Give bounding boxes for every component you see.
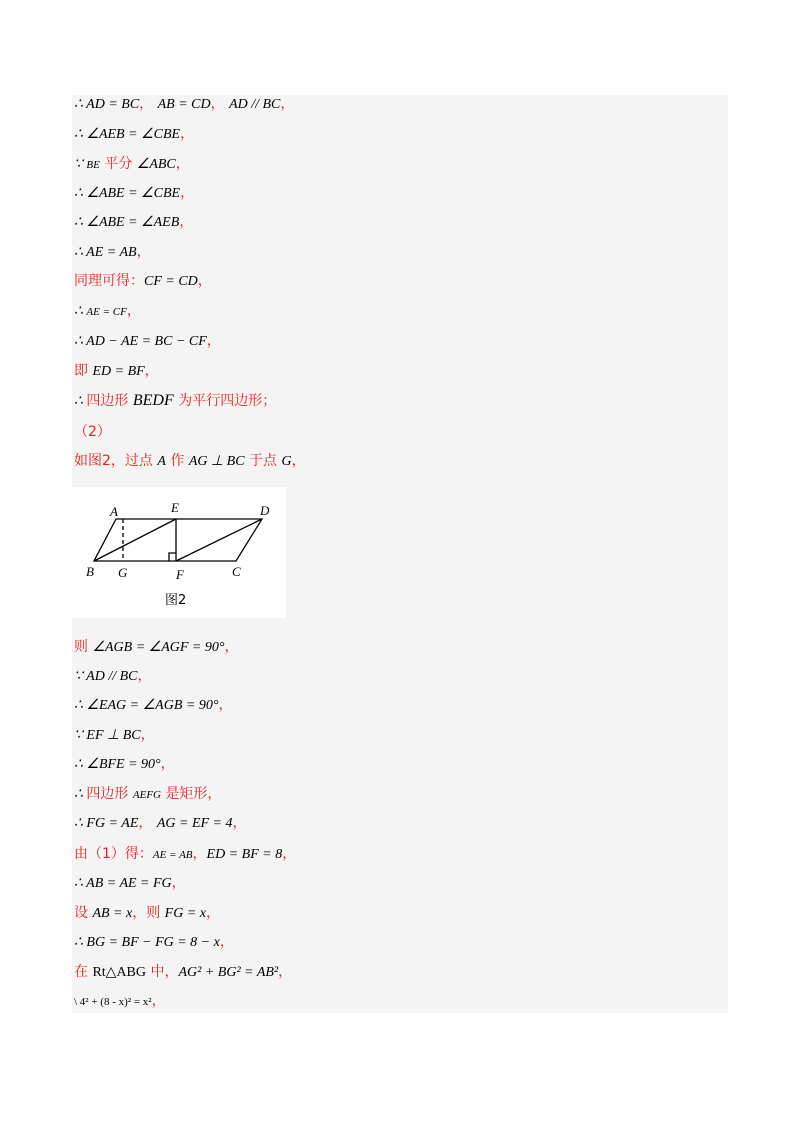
math: AG ⊥ BC xyxy=(188,454,245,469)
math: AG² + BG² = AB² xyxy=(178,965,279,980)
math: BEDF xyxy=(132,392,174,409)
proof-line-6 xyxy=(74,238,151,266)
text: 平分 xyxy=(99,156,137,172)
math: ∵ EF ⊥ BC xyxy=(74,728,141,743)
proof-line-10 xyxy=(74,357,159,385)
proof-line-11 xyxy=(74,387,276,415)
comma: ， xyxy=(218,697,233,713)
proof-line-20 xyxy=(74,840,296,868)
proof-line-18 xyxy=(74,780,221,808)
proof-line-12 xyxy=(74,447,306,475)
proof-line-24 xyxy=(74,958,292,986)
comma: ， xyxy=(137,668,152,684)
comma: ， xyxy=(192,846,207,862)
math: ∴ FG = AE xyxy=(74,816,139,831)
comma: ， xyxy=(219,934,234,950)
comma: ， xyxy=(144,363,159,379)
math: ED = BF xyxy=(92,364,145,379)
math: AB = CD xyxy=(157,97,211,112)
text: 即 xyxy=(74,363,93,379)
comma: ， xyxy=(126,303,141,319)
text: 中， xyxy=(146,964,179,980)
math: ∴ ∠AEB = ∠CBE xyxy=(74,127,181,142)
math: ∴ BG = BF − FG = 8 − x xyxy=(74,935,220,950)
comma: ， xyxy=(160,756,175,772)
comma: ， xyxy=(140,727,155,743)
part-2-label xyxy=(74,418,111,446)
label-a: A xyxy=(110,504,118,519)
text: 作 xyxy=(165,453,189,469)
text: 设 xyxy=(74,905,93,921)
therefore-symbol: ∴ xyxy=(74,394,87,409)
math: AB = x xyxy=(92,906,133,921)
comma: ， xyxy=(282,846,297,862)
math: AE = AB xyxy=(152,849,193,861)
proof-line-21 xyxy=(74,869,186,897)
because-symbol: ∵ xyxy=(74,157,87,172)
proof-line-16 xyxy=(74,721,155,749)
math: ∴ ∠ABE = ∠AEB xyxy=(74,215,180,230)
figure-caption: 图2 xyxy=(165,593,187,608)
comma: ， xyxy=(291,453,306,469)
comma: ， xyxy=(175,156,190,172)
comma: ， xyxy=(136,244,151,260)
text: 四边形 xyxy=(86,786,133,802)
math: ∴ AD − AE = BC − CF xyxy=(74,334,207,349)
math: CF = CD xyxy=(144,274,198,289)
text: 为平行四边形； xyxy=(173,393,277,409)
comma: ， xyxy=(138,815,153,831)
label-d: D xyxy=(260,503,270,518)
math: FG = x xyxy=(164,906,206,921)
math: AE = CF xyxy=(86,306,127,318)
comma: ， xyxy=(180,185,195,201)
text: 是矩形， xyxy=(160,786,222,802)
comma: ， xyxy=(171,875,186,891)
text: （2） xyxy=(74,424,111,440)
proof-line-8 xyxy=(74,297,141,325)
math: ∠ABC xyxy=(136,157,176,172)
segment-be xyxy=(94,519,176,561)
comma: ， xyxy=(210,96,225,112)
math: ∴ ∠BFE = 90° xyxy=(74,757,161,772)
therefore-symbol: ∴ xyxy=(74,787,87,802)
math: ∴ AB = AE = FG xyxy=(74,876,172,891)
label-f: F xyxy=(176,567,184,582)
comma: ， xyxy=(179,214,194,230)
comma: ， xyxy=(278,964,293,980)
comma: ， xyxy=(280,96,295,112)
text: 在 xyxy=(74,964,93,980)
therefore-symbol: ∴ xyxy=(74,304,87,319)
math: BE xyxy=(86,159,100,171)
parallelogram-diagram xyxy=(72,487,286,618)
proof-line-13 xyxy=(74,633,238,661)
math: AG = EF = 4 xyxy=(156,816,233,831)
proof-line-1 xyxy=(74,90,294,118)
comma: ， xyxy=(197,273,212,289)
proof-line-17 xyxy=(74,750,175,778)
proof-line-2 xyxy=(74,120,194,148)
text: ，则 xyxy=(132,905,165,921)
math: AEFG xyxy=(132,789,161,801)
math: A xyxy=(157,454,166,469)
text: 四边形 xyxy=(86,393,133,409)
comma: ， xyxy=(232,815,247,831)
proof-line-4 xyxy=(74,179,194,207)
text: 同理可得： xyxy=(74,273,144,289)
comma: ， xyxy=(180,126,195,142)
comma: ， xyxy=(151,993,166,1009)
math: \ 4² + (8 - x)² = x² xyxy=(74,996,152,1008)
proof-line-19 xyxy=(74,809,247,837)
math: AD // BC xyxy=(229,97,281,112)
comma: ， xyxy=(206,333,221,349)
proof-line-15 xyxy=(74,691,232,719)
text: 如图2，过点 xyxy=(74,453,158,469)
text: 于点 xyxy=(244,453,282,469)
math: ∴ AE = AB xyxy=(74,245,137,260)
proof-line-5 xyxy=(74,208,193,236)
proof-line-22 xyxy=(74,899,220,927)
math: ED = BF = 8 xyxy=(206,847,283,862)
proof-line-25 xyxy=(74,987,166,1015)
text: 则 xyxy=(74,639,93,655)
comma: ， xyxy=(139,96,154,112)
label-b: B xyxy=(86,564,94,579)
math: ∵ AD // BC xyxy=(74,669,138,684)
proof-line-7 xyxy=(74,267,212,295)
math: ∠AGB = ∠AGF = 90° xyxy=(92,640,225,655)
proof-line-9 xyxy=(74,327,221,355)
label-e: E xyxy=(171,500,179,515)
text: 由（1）得： xyxy=(74,846,153,862)
proof-line-23 xyxy=(74,928,234,956)
comma: ， xyxy=(206,905,220,921)
math: G xyxy=(281,454,292,469)
math: ∴ AD = BC xyxy=(74,97,140,112)
math: Rt△ABG xyxy=(92,965,147,980)
label-c: C xyxy=(232,564,241,579)
math: ∴ ∠EAG = ∠AGB = 90° xyxy=(74,698,219,713)
math: ∴ ∠ABE = ∠CBE xyxy=(74,186,181,201)
parallelogram-abcd xyxy=(94,519,262,561)
proof-line-14 xyxy=(74,662,152,690)
comma: ， xyxy=(224,639,239,655)
proof-line-3 xyxy=(74,150,190,178)
right-angle-mark xyxy=(169,553,176,561)
label-g: G xyxy=(118,565,128,580)
figure-2 xyxy=(72,487,286,618)
